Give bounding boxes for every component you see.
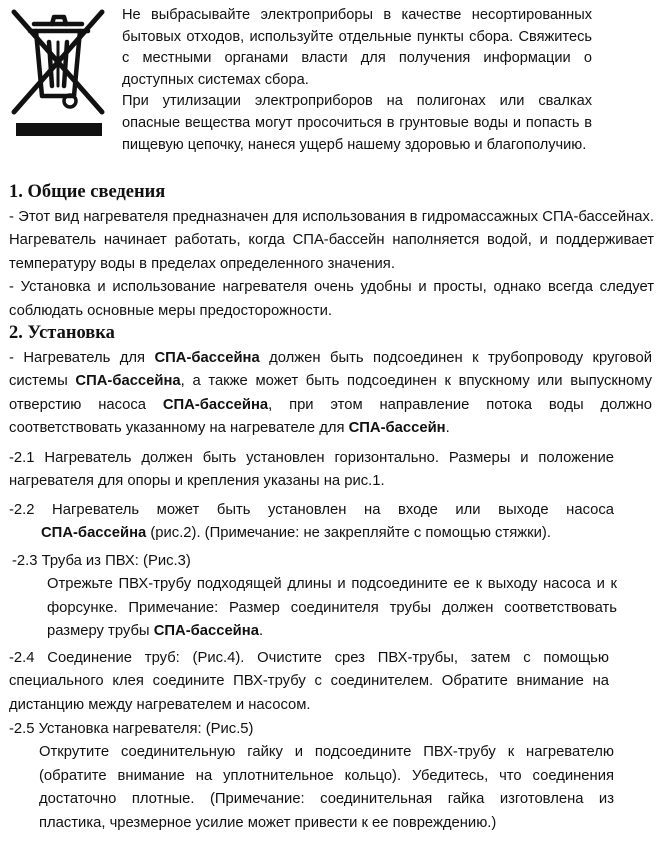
text-run: , а также может быть подсоединен к впускному или выпускному отверстию насоса — [9, 373, 652, 413]
text-run: . — [445, 420, 450, 437]
underline-bar — [16, 123, 102, 136]
step-2-1 — [9, 447, 614, 494]
section-2-intro-paragraph — [9, 347, 652, 441]
spa-term: СПА-бассейна — [153, 623, 259, 640]
text-run: , при этом направление потока воды должно соответствовать указанному на нагревателе для — [9, 396, 652, 437]
spa-term: СПА-бассейн — [348, 420, 446, 437]
text-run: Отрежьте ПВХ-трубу подходящей длины и подсоедините ее к выходу насоса и к форсунке. Примечание: Размер соединителя трубы должен соответствовать размеру трубы — [47, 576, 617, 640]
step-2-2-line-1: -2.2 Нагреватель может быть установлен на входе или выходе насоса — [9, 502, 614, 518]
text-run: - Нагреватель для — [9, 350, 155, 366]
spa-term: СПА-бассейна — [41, 525, 147, 541]
step-2-1-text: -2.1 Нагреватель должен быть установлен горизонтально. Размеры и положение нагревателя для опоры и крепления указаны на рис.1. — [9, 450, 614, 490]
landfill-paragraph: При утилизации электроприборов на полигонах или свалках опасные вещества могут просочиться в грунтовые воды и попасть в пищевую цепочку, нанеся ущерб нашему здоровью и благополучию. — [122, 93, 592, 153]
section-1-heading: 1. Общие сведения — [9, 182, 166, 202]
step-2-5 — [9, 718, 614, 835]
step-2-4-text: -2.4 Соединение труб: (Рис.4). Очистите срез ПВХ-трубы, затем с помощью специального клея соедините ПВХ-трубу с соединителем. Обратите внимание на дистанцию между нагревателем и насосом. — [9, 650, 609, 713]
section-1-body — [9, 206, 654, 323]
text-run: . — [258, 623, 264, 640]
step-2-3-heading: -2.3 Труба из ПВХ: (Рис.3) — [12, 553, 191, 569]
spa-term: СПА-бассейна — [154, 350, 260, 366]
step-2-5-heading: -2.5 Установка нагревателя: (Рис.5) — [9, 721, 254, 737]
section-2-heading: 2. Установка — [9, 323, 115, 343]
disposal-notice — [122, 5, 592, 156]
disposal-paragraph: Не выбрасывайте электроприборы в качестве несортированных бытовых отходов, используйте отдельные пункты сбора. Свяжитесь с местными органами власти для получения информации о доступных системах сбора. — [122, 7, 592, 88]
step-2-3-text — [12, 573, 617, 643]
step-2-2-line-2 — [9, 522, 614, 545]
step-2-3 — [12, 550, 617, 644]
step-2-4 — [9, 647, 609, 717]
section-1-item-2: - Установка и использование нагревателя очень удобны и просты, однако всегда следует соблюдать основные меры предосторожности. — [9, 279, 654, 319]
step-2-2 — [9, 499, 614, 545]
spa-term: СПА-бассейна — [162, 396, 269, 413]
section-1-item-1: - Этот вид нагревателя предназначен для использования в гидромассажных СПА-бассейнах. Нагреватель начинает работать, когда СПА-бассейн наполняется водой, и поддерживает температуру воды в пределах определенного значения. — [9, 209, 654, 272]
step-2-5-text: Открутите соединительную гайку и подсоедините ПВХ-трубу к нагревателю (обратите внимание на уплотнительное кольцо). Убедитесь, что соединения достаточно плотные. (Примечание: соединительная гайка изготовлена из пластика, чрезмерное усилие может привести к ее повреждению.) — [39, 744, 614, 831]
text-run: должен быть подсоединен к трубопроводу круговой системы — [9, 350, 652, 390]
spa-term: СПА-бассейна — [75, 373, 181, 390]
text-run: (рис.2). (Примечание: не закрепляйте с помощью стяжки). — [146, 525, 551, 541]
crossed-out-wheelie-bin-icon — [8, 4, 108, 142]
section-2-intro — [9, 347, 652, 441]
